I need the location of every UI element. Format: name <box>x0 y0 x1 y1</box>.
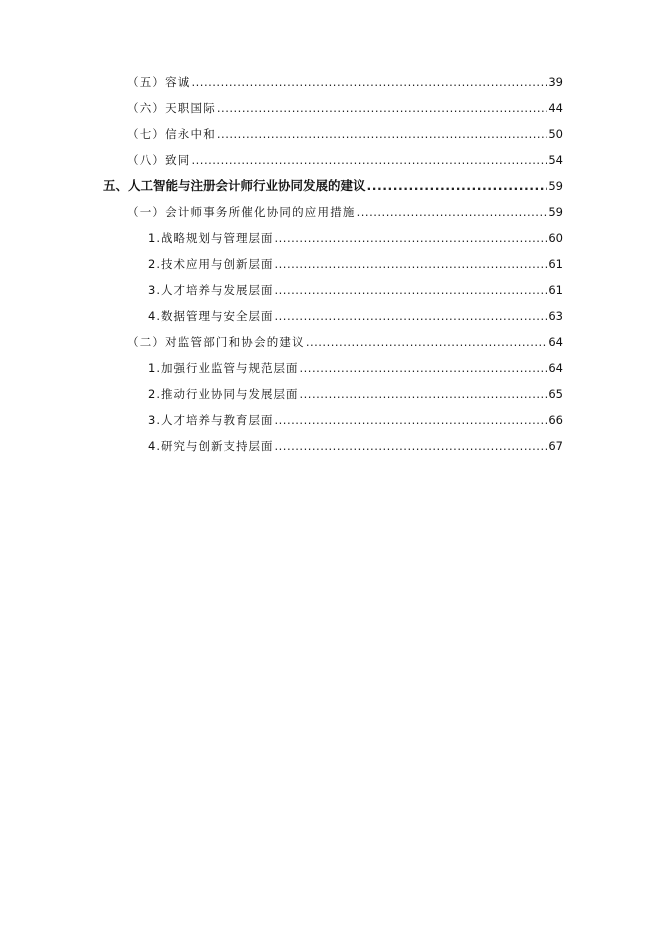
toc-dot-leader <box>299 384 547 404</box>
toc-entry-page: 64 <box>548 361 563 375</box>
toc-chapter-entry[interactable] <box>103 176 563 196</box>
toc-dot-leader <box>274 436 547 456</box>
toc-entry-title: 五、人工智能与注册会计师行业协同发展的建议 <box>103 178 366 193</box>
toc-entry-page: 54 <box>548 153 563 167</box>
toc-entry-page: 60 <box>548 231 563 245</box>
toc-entry[interactable] <box>127 98 563 118</box>
toc-entry[interactable] <box>127 72 563 92</box>
toc-entry[interactable] <box>127 150 563 170</box>
toc-entry-title: 4.研究与创新支持层面 <box>148 439 274 453</box>
toc-dot-leader <box>274 228 547 248</box>
toc-entry-page: 59 <box>548 205 563 219</box>
toc-dot-leader <box>306 332 548 352</box>
toc-entry-page: 50 <box>548 127 563 141</box>
toc-entry-title: （二）对监管部门和协会的建议 <box>127 335 305 349</box>
toc-dot-leader <box>367 176 548 196</box>
toc-entry-page: 66 <box>548 413 563 427</box>
toc-entry-title: （七）信永中和 <box>127 127 216 141</box>
toc-subentry[interactable] <box>148 254 563 274</box>
toc-entry-page: 63 <box>548 309 563 323</box>
toc-entry[interactable] <box>127 202 563 222</box>
toc-dot-leader <box>192 72 548 92</box>
toc-dot-leader <box>274 280 547 300</box>
toc-dot-leader <box>217 124 547 144</box>
toc-subentry[interactable] <box>148 306 563 326</box>
toc-entry-page: 59 <box>548 179 563 193</box>
toc-dot-leader <box>274 254 547 274</box>
toc-subentry[interactable] <box>148 280 563 300</box>
toc-entry-title: 1.战略规划与管理层面 <box>148 231 274 245</box>
toc-entry-page: 65 <box>548 387 563 401</box>
toc-subentry[interactable] <box>148 228 563 248</box>
toc-entry-title: 3.人才培养与发展层面 <box>148 283 274 297</box>
toc-entry[interactable] <box>127 332 563 352</box>
toc-entry-title: 1.加强行业监管与规范层面 <box>148 361 299 375</box>
toc-subentry[interactable] <box>148 436 563 456</box>
toc-entry-page: 61 <box>548 257 563 271</box>
toc-subentry[interactable] <box>148 358 563 378</box>
toc-subentry[interactable] <box>148 384 563 404</box>
toc-dot-leader <box>192 150 548 170</box>
toc-dot-leader <box>299 358 547 378</box>
toc-entry-title: （五）容诚 <box>127 75 191 89</box>
toc-entry-page: 61 <box>548 283 563 297</box>
toc-entry[interactable] <box>127 124 563 144</box>
toc-entry-title: 2.技术应用与创新层面 <box>148 257 274 271</box>
toc-entry-title: （八）致同 <box>127 153 191 167</box>
toc-entry-title: 4.数据管理与安全层面 <box>148 309 274 323</box>
toc-entry-page: 39 <box>548 75 563 89</box>
toc-entry-page: 64 <box>548 335 563 349</box>
toc-subentry[interactable] <box>148 410 563 430</box>
toc-entry-title: 2.推动行业协同与发展层面 <box>148 387 299 401</box>
toc-dot-leader <box>274 410 547 430</box>
toc-entry-page: 67 <box>548 439 563 453</box>
toc-entry-page: 44 <box>548 101 563 115</box>
toc-entry-title: 3.人才培养与教育层面 <box>148 413 274 427</box>
toc-dot-leader <box>217 98 547 118</box>
toc-dot-leader <box>274 306 547 326</box>
toc-entry-title: （六）天职国际 <box>127 101 216 115</box>
toc-dot-leader <box>357 202 548 222</box>
toc-entry-title: （一）会计师事务所催化协同的应用措施 <box>127 205 356 219</box>
